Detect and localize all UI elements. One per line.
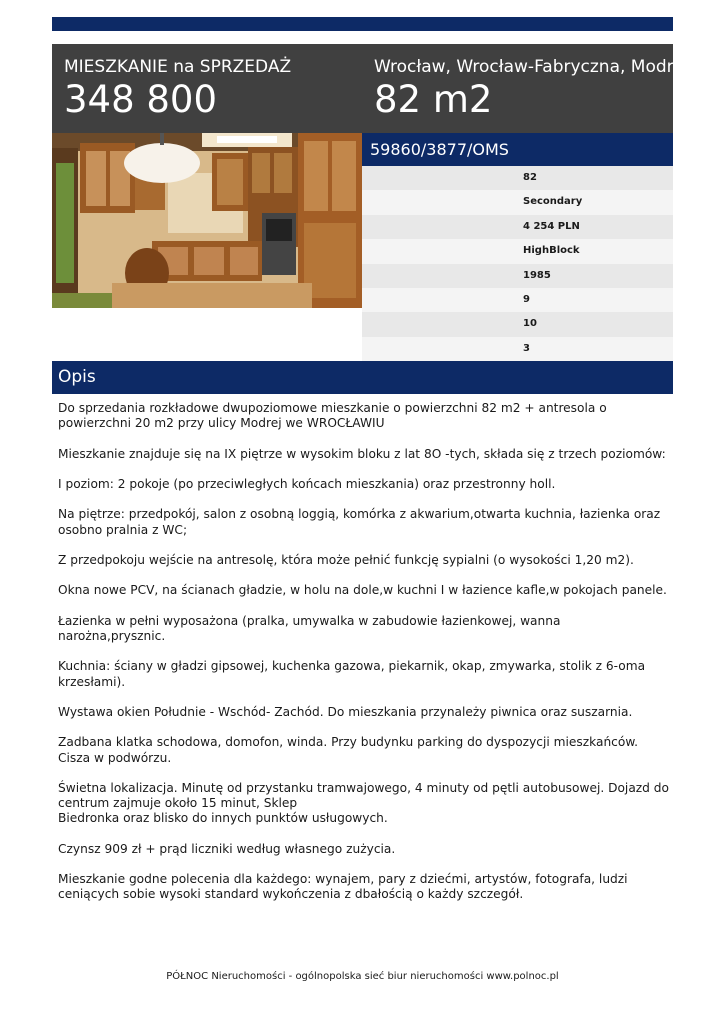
description-body: [58, 401, 670, 918]
param-row: 10: [362, 312, 673, 336]
description-paragraph: Okna nowe PCV, na ścianach gładzie, w holu na dole,w kuchni I w łazience kafle,w pokojach panele.: [58, 583, 667, 598]
header-left: [64, 56, 291, 122]
description-heading: Opis: [52, 361, 673, 394]
listing-header: [52, 44, 685, 133]
description-paragraph: Na piętrze: przedpokój, salon z osobną loggią, komórka z akwarium,otwarta kuchnia, łazienka oraz osobno pralnia z WC;: [58, 507, 661, 537]
top-accent-bar: [52, 17, 673, 31]
kitchen-photo: [52, 133, 362, 308]
description-paragraph: Świetna lokalizacja. Minutę od przystanku tramwajowego, 4 minuty od pętli autobusowej. Dojazd do centrum zajmuje około 15 minut, Sklep Biedronka oraz blisko do innych punktów usługowych.: [58, 780, 669, 826]
listing-location: Wrocław, Wrocław-Fabryczna, Modra: [374, 57, 685, 77]
description-paragraph: Wystawa okien Południe - Wschód- Zachód. Do mieszkania przynależy piwnica oraz suszarnia.: [58, 704, 633, 719]
param-row: 3: [362, 337, 673, 361]
description-paragraph: Czynsz 909 zł + prąd liczniki według własnego zużycia.: [58, 841, 396, 856]
description-paragraph: I poziom: 2 pokoje (po przeciwległych końcach mieszkania) oraz przestronny holl.: [58, 476, 556, 491]
parameters-table: [362, 166, 673, 361]
description-paragraph: Zadbana klatka schodowa, domofon, winda. Przy budynku parking do dyspozycji mieszkańców. Cisza w podwórzu.: [58, 735, 639, 765]
description-paragraph: Kuchnia: ściany w gładzi gipsowej, kuchenka gazowa, piekarnik, okap, zmywarka, stolik z 6-oma krzesłami).: [58, 659, 646, 689]
footer-text: PÓŁNOC Nieruchomości - ogólnopolska sieć biur nieruchomości www.polnoc.pl: [166, 971, 559, 982]
param-row: 82: [362, 166, 673, 190]
description-paragraph: Z przedpokoju wejście na antresolę, która może pełnić funkcję sypialni (o wysokości 1,20 m2).: [58, 552, 634, 567]
description-paragraph: Do sprzedania rozkładowe dwupoziomowe mieszkanie o powierzchni 82 m2 + antresola o powierzchni 20 m2 przy ulicy Modrej we WROCŁAWIU: [58, 401, 607, 431]
param-row: 4 254 PLN: [362, 215, 673, 239]
param-row: 9: [362, 288, 673, 312]
listing-type: MIESZKANIE na SPRZEDAŻ: [64, 57, 292, 77]
listing-area: 82 m2: [374, 78, 493, 121]
param-row: Secondary: [362, 190, 673, 214]
listing-price: 348 800: [64, 78, 218, 121]
description-paragraph: Łazienka w pełni wyposażona (pralka, umywalka w zabudowie łazienkowej, wanna narożna,prysznic.: [58, 613, 561, 643]
description-paragraph: Mieszkanie godne polecenia dla każdego: wynajem, pary z dziećmi, artystów, fotografa, ludzi ceniących sobie wysoki standard wykończenia z dbałością o każdy szczegół.: [58, 872, 628, 902]
param-row: 1985: [362, 264, 673, 288]
param-row: HighBlock: [362, 239, 673, 263]
header-right: [374, 56, 684, 122]
description-paragraph: Mieszkanie znajduje się na IX piętrze w wysokim bloku z lat 8O -tych, składa się z trzech poziomów:: [58, 446, 666, 461]
listing-reference: 59860/3877/OMS: [362, 133, 673, 166]
